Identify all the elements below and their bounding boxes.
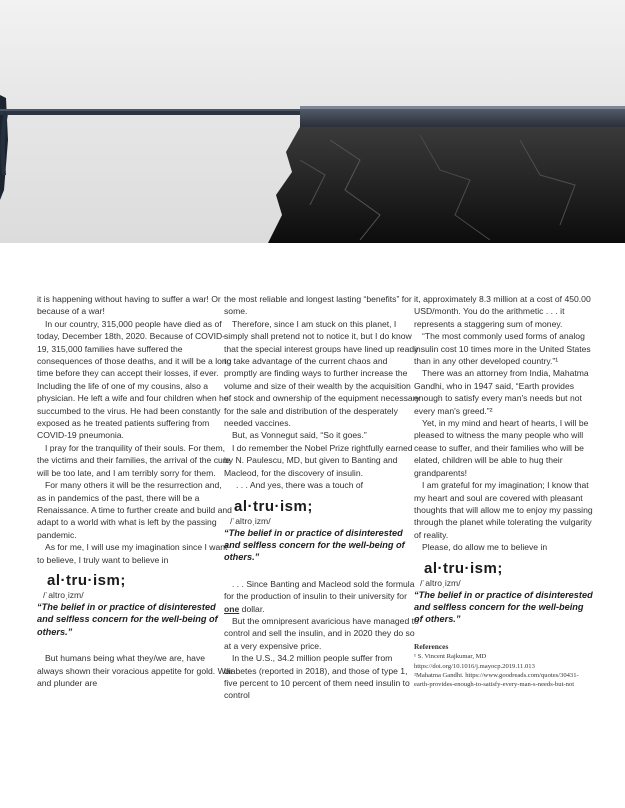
- definition-pronunciation: /ˈaltroˌizm/: [43, 589, 84, 600]
- definition-quote: “The belief in or practice of disinterested and selfless concern for the well-being of others.”: [224, 527, 405, 563]
- paragraph: But, as Vonnegut said, “So it goes.”: [232, 430, 367, 441]
- paragraph: I pray for the tranquility of their souls. For them, the victims and their families, the arrival of the cure will be too late, and I am terribly sorry for them.: [37, 442, 231, 478]
- definition-word: al·tru·ism;: [47, 571, 126, 589]
- definition-quote: “The belief in or practice of disinterested and selfless concern for the well-being of others.”: [37, 601, 218, 637]
- hero-image: [0, 0, 625, 243]
- text-span: dollar.: [239, 603, 265, 614]
- definition-quote: “The belief in or practice of disinterested and selfless concern for the well-being of others.”: [414, 589, 593, 625]
- definition-pronunciation: /ˈaltroˌizm/: [230, 515, 271, 526]
- paragraph: I do remember the Nobel Prize rightfully earned by N. Paulescu, MD, but given to Banting and Macleod, for the discovery of insulin.: [224, 442, 413, 478]
- paragraph: the most reliable and longest lasting “benefits” for some.: [224, 294, 412, 317]
- definition-word: al·tru·ism;: [424, 559, 503, 577]
- definition-word: al·tru·ism;: [234, 497, 313, 515]
- text-column-2: [224, 293, 420, 702]
- paragraph: . . . And yes, there was a touch of: [236, 480, 364, 491]
- paragraph: But humans being what they/we are, have always shown their voracious appetite for gold. War and plunder are: [37, 653, 233, 688]
- paragraph: In our country, 315,000 people have died as of today, December 18th, 2020. Because of COVID-19, 315,000 families have suffered the consequences of those deaths, and it will be a long time before they can accept their losses, if ever. Including the life of one of my cousins, also a physician. He left a wife and four children when he succumbed to the virus. He had been constantly exposed as he treated patients suffering from COVID-19 pneumonia.: [37, 318, 232, 441]
- paragraph: Please, do allow me to believe in: [422, 542, 548, 553]
- paragraph: Therefore, since I am stuck on this planet, I simply shall pretend not to notice it, but I do know that the special interest groups have lined up ready to take advantage of the current chaos and promptly are finding ways to further increase the volume and size of their wealth by the acquisition of stock and ownership of the equipment necessary for the sale and distribution of the desperately needed vaccines.: [224, 318, 420, 429]
- rock-mass-shape: [268, 127, 625, 243]
- altruism-definition: [224, 498, 420, 564]
- references-title: References: [414, 641, 449, 651]
- paragraph: As for me, I will use my imagination since I want to believe, I truly want to believe in: [37, 542, 228, 565]
- underlined-word: one: [224, 603, 240, 614]
- paragraph: I am grateful for my imagination; I know that my heart and soul are covered with pleasant thoughts that will allow me to enjoy my passing through the planet while tolerating the vulgarity of reality.: [414, 480, 593, 540]
- paragraph: [224, 578, 420, 615]
- reference-item: ¹ S. Vincent Rajkumar, MD https://doi.org/10.1016/j.mayocp.2019.11.013: [414, 653, 535, 670]
- plank-shape: [300, 106, 625, 127]
- paragraph: There was an attorney from India, Mahatma Gandhi, who in 1947 said, “Earth provides enough to satisfy every man's needs but not every man's greed.”²: [414, 368, 589, 416]
- paragraph: In the U.S., 34.2 million people suffer from diabetes (reported in 2018), and those of type 1, five percent to 10 percent of them need insulin to control: [224, 653, 410, 701]
- text-column-1: [37, 293, 233, 689]
- cliff-illustration: [0, 0, 625, 243]
- paragraph: “The most commonly used forms of analog insulin cost 10 times more in the United States than in any other developed country.”¹: [414, 331, 591, 367]
- altruism-definition: [414, 560, 594, 626]
- text-span: . . . Since Banting and Macleod sold the formula for the production of insulin to their university for: [224, 578, 415, 602]
- paragraph: it, approximately 8.3 million at a cost of 450.00 USD/month. You do the arithmetic . . . it represents a staggering sum of money.: [414, 294, 591, 329]
- paragraph: But the omnipresent avaricious have managed to control and sell the insulin, and in 2020 they do so at a very expensive price.: [224, 615, 419, 651]
- definition-pronunciation: /ˈaltroˌizm/: [420, 577, 461, 588]
- paragraph: it is happening without having to suffer a war! Or because of a war!: [37, 294, 221, 317]
- references: [414, 642, 594, 690]
- reference-item: ²Mahatma Gandhi. https://www.goodreads.com/quotes/30431-earth-provides-enough-to-satisfy-every-man-s-needs-but-not: [414, 671, 579, 689]
- altruism-definition: [37, 572, 233, 638]
- paragraph: For many others it will be the resurrection and, as in pandemics of the past, there will be a Renaissance. A time to further create and build and adapt to a world with what is left by the passing pandemic.: [37, 480, 232, 540]
- text-column-3: [414, 293, 594, 690]
- paragraph: Yet, in my mind and heart of hearts, I will be pleased to witness the many people who will cease to suffer, and their families who will be elated, children will be able to hug their grandparents!: [414, 418, 589, 478]
